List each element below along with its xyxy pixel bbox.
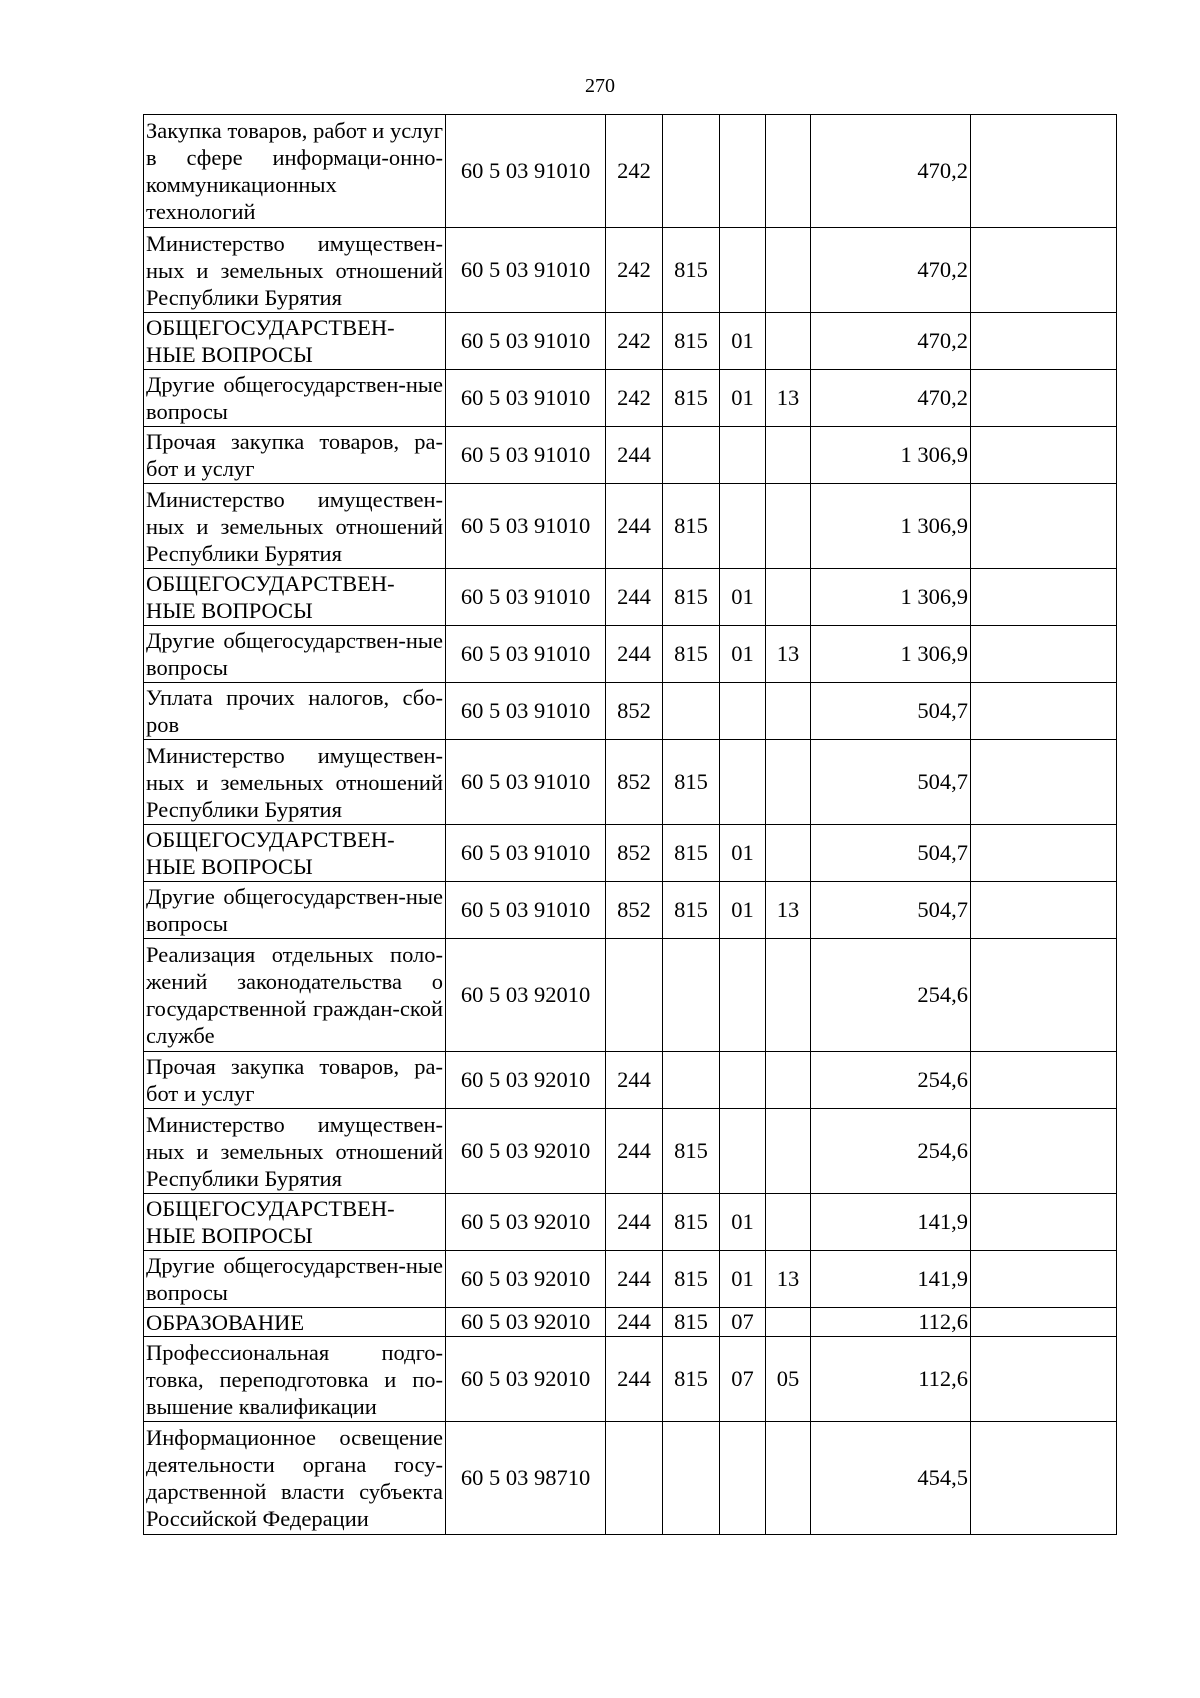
target-article-cell: 60 5 03 92010 [446, 1109, 606, 1194]
section-cell [720, 1422, 766, 1535]
row-name-cell: Министерство имуществен-ных и земельных отношений Республики Бурятия [144, 1109, 446, 1194]
table-row [144, 1109, 1117, 1194]
target-article-cell: 60 5 03 92010 [446, 1251, 606, 1308]
section-cell: 01 [720, 882, 766, 939]
ministry-code-cell [663, 939, 720, 1052]
subsection-cell [766, 740, 811, 825]
ministry-code-cell: 815 [663, 740, 720, 825]
expense-type-cell: 242 [606, 370, 663, 427]
target-article-cell: 60 5 03 91010 [446, 115, 606, 228]
table-row [144, 228, 1117, 313]
section-cell: 07 [720, 1337, 766, 1422]
empty-cell [971, 313, 1117, 370]
row-name-cell: Уплата прочих налогов, сбо-ров [144, 683, 446, 740]
empty-cell [971, 1308, 1117, 1337]
target-article-cell: 60 5 03 91010 [446, 569, 606, 626]
table-body [144, 115, 1117, 1535]
row-name-cell: ОБЩЕГОСУДАРСТВЕН-НЫЕ ВОПРОСЫ [144, 569, 446, 626]
expense-type-cell: 242 [606, 313, 663, 370]
row-name-cell: Министерство имуществен-ных и земельных отношений Республики Бурятия [144, 228, 446, 313]
target-article-cell: 60 5 03 91010 [446, 313, 606, 370]
empty-cell [971, 228, 1117, 313]
empty-cell [971, 484, 1117, 569]
ministry-code-cell: 815 [663, 228, 720, 313]
target-article-cell: 60 5 03 91010 [446, 882, 606, 939]
amount-cell: 141,9 [811, 1194, 971, 1251]
section-cell [720, 484, 766, 569]
section-cell [720, 1052, 766, 1109]
table-row [144, 484, 1117, 569]
subsection-cell [766, 1308, 811, 1337]
expense-type-cell [606, 939, 663, 1052]
ministry-code-cell: 815 [663, 484, 720, 569]
target-article-cell: 60 5 03 92010 [446, 1308, 606, 1337]
subsection-cell [766, 683, 811, 740]
subsection-cell [766, 569, 811, 626]
amount-cell: 1 306,9 [811, 484, 971, 569]
expense-type-cell: 244 [606, 1194, 663, 1251]
amount-cell: 454,5 [811, 1422, 971, 1535]
section-cell [720, 115, 766, 228]
section-cell [720, 740, 766, 825]
target-article-cell: 60 5 03 98710 [446, 1422, 606, 1535]
row-name-cell: Министерство имуществен-ных и земельных отношений Республики Бурятия [144, 740, 446, 825]
amount-cell: 254,6 [811, 939, 971, 1052]
ministry-code-cell [663, 1422, 720, 1535]
row-name-cell: Прочая закупка товаров, ра-бот и услуг [144, 1052, 446, 1109]
expense-type-cell: 852 [606, 825, 663, 882]
section-cell: 01 [720, 1194, 766, 1251]
amount-cell: 470,2 [811, 115, 971, 228]
target-article-cell: 60 5 03 91010 [446, 626, 606, 683]
expense-type-cell: 242 [606, 228, 663, 313]
table-row [144, 1251, 1117, 1308]
row-name-cell: Другие общегосударствен-ные вопросы [144, 882, 446, 939]
section-cell: 01 [720, 825, 766, 882]
empty-cell [971, 569, 1117, 626]
page-number: 270 [585, 75, 615, 97]
target-article-cell: 60 5 03 91010 [446, 484, 606, 569]
target-article-cell: 60 5 03 92010 [446, 1337, 606, 1422]
table-row [144, 882, 1117, 939]
subsection-cell [766, 1109, 811, 1194]
empty-cell [971, 683, 1117, 740]
amount-cell: 504,7 [811, 882, 971, 939]
expense-type-cell: 244 [606, 1337, 663, 1422]
ministry-code-cell [663, 115, 720, 228]
section-cell: 01 [720, 626, 766, 683]
subsection-cell [766, 484, 811, 569]
expense-type-cell [606, 1422, 663, 1535]
table-row [144, 1308, 1117, 1337]
subsection-cell [766, 1422, 811, 1535]
ministry-code-cell: 815 [663, 626, 720, 683]
amount-cell: 504,7 [811, 825, 971, 882]
section-cell: 01 [720, 313, 766, 370]
table-row [144, 1194, 1117, 1251]
row-name-cell: Реализация отдельных поло-жений законодательства о государственной граждан-ской службе [144, 939, 446, 1052]
expense-type-cell: 242 [606, 115, 663, 228]
expense-type-cell: 244 [606, 1052, 663, 1109]
ministry-code-cell: 815 [663, 825, 720, 882]
amount-cell: 470,2 [811, 313, 971, 370]
amount-cell: 470,2 [811, 228, 971, 313]
subsection-cell [766, 115, 811, 228]
amount-cell: 112,6 [811, 1308, 971, 1337]
subsection-cell: 13 [766, 626, 811, 683]
subsection-cell [766, 939, 811, 1052]
expense-type-cell: 852 [606, 882, 663, 939]
target-article-cell: 60 5 03 91010 [446, 370, 606, 427]
row-name-cell: Профессиональная подго-товка, переподготовка и по-вышение квалификации [144, 1337, 446, 1422]
empty-cell [971, 427, 1117, 484]
table-row [144, 740, 1117, 825]
amount-cell: 254,6 [811, 1052, 971, 1109]
subsection-cell: 13 [766, 1251, 811, 1308]
table-row [144, 370, 1117, 427]
target-article-cell: 60 5 03 92010 [446, 939, 606, 1052]
ministry-code-cell: 815 [663, 1337, 720, 1422]
section-cell [720, 1109, 766, 1194]
table-row [144, 683, 1117, 740]
empty-cell [971, 882, 1117, 939]
expense-type-cell: 244 [606, 427, 663, 484]
row-name-cell: ОБЩЕГОСУДАРСТВЕН-НЫЕ ВОПРОСЫ [144, 1194, 446, 1251]
row-name-cell: Другие общегосударствен-ные вопросы [144, 626, 446, 683]
row-name-cell: Другие общегосударствен-ные вопросы [144, 1251, 446, 1308]
section-cell [720, 228, 766, 313]
section-cell: 01 [720, 569, 766, 626]
table-row [144, 825, 1117, 882]
target-article-cell: 60 5 03 92010 [446, 1194, 606, 1251]
subsection-cell [766, 825, 811, 882]
section-cell [720, 939, 766, 1052]
ministry-code-cell: 815 [663, 370, 720, 427]
ministry-code-cell: 815 [663, 569, 720, 626]
subsection-cell [766, 313, 811, 370]
amount-cell: 141,9 [811, 1251, 971, 1308]
budget-table [143, 114, 1117, 1535]
row-name-cell: ОБРАЗОВАНИЕ [144, 1308, 446, 1337]
table-row [144, 569, 1117, 626]
subsection-cell: 05 [766, 1337, 811, 1422]
section-cell: 01 [720, 1251, 766, 1308]
table-row [144, 1052, 1117, 1109]
empty-cell [971, 1194, 1117, 1251]
subsection-cell: 13 [766, 370, 811, 427]
target-article-cell: 60 5 03 91010 [446, 825, 606, 882]
table-row [144, 427, 1117, 484]
ministry-code-cell: 815 [663, 1251, 720, 1308]
section-cell: 01 [720, 370, 766, 427]
expense-type-cell: 244 [606, 484, 663, 569]
table-row [144, 626, 1117, 683]
expense-type-cell: 244 [606, 626, 663, 683]
table-row [144, 115, 1117, 228]
target-article-cell: 60 5 03 91010 [446, 228, 606, 313]
subsection-cell [766, 228, 811, 313]
amount-cell: 1 306,9 [811, 427, 971, 484]
empty-cell [971, 740, 1117, 825]
amount-cell: 1 306,9 [811, 626, 971, 683]
ministry-code-cell: 815 [663, 1308, 720, 1337]
row-name-cell: Информационное освещение деятельности органа госу-дарственной власти субъекта Российской Федерации [144, 1422, 446, 1535]
amount-cell: 504,7 [811, 683, 971, 740]
ministry-code-cell: 815 [663, 882, 720, 939]
empty-cell [971, 1337, 1117, 1422]
section-cell [720, 683, 766, 740]
amount-cell: 470,2 [811, 370, 971, 427]
row-name-cell: Другие общегосударствен-ные вопросы [144, 370, 446, 427]
expense-type-cell: 244 [606, 1308, 663, 1337]
subsection-cell [766, 1194, 811, 1251]
table-row [144, 313, 1117, 370]
ministry-code-cell [663, 683, 720, 740]
row-name-cell: ОБЩЕГОСУДАРСТВЕН-НЫЕ ВОПРОСЫ [144, 825, 446, 882]
ministry-code-cell [663, 1052, 720, 1109]
amount-cell: 112,6 [811, 1337, 971, 1422]
amount-cell: 504,7 [811, 740, 971, 825]
table-row [144, 939, 1117, 1052]
table-row [144, 1337, 1117, 1422]
row-name-cell: Министерство имуществен-ных и земельных отношений Республики Бурятия [144, 484, 446, 569]
ministry-code-cell: 815 [663, 1109, 720, 1194]
ministry-code-cell: 815 [663, 313, 720, 370]
expense-type-cell: 244 [606, 1251, 663, 1308]
empty-cell [971, 370, 1117, 427]
subsection-cell: 13 [766, 882, 811, 939]
ministry-code-cell [663, 427, 720, 484]
empty-cell [971, 939, 1117, 1052]
target-article-cell: 60 5 03 92010 [446, 1052, 606, 1109]
section-cell: 07 [720, 1308, 766, 1337]
target-article-cell: 60 5 03 91010 [446, 740, 606, 825]
expense-type-cell: 852 [606, 683, 663, 740]
expense-type-cell: 244 [606, 1109, 663, 1194]
expense-type-cell: 244 [606, 569, 663, 626]
empty-cell [971, 1109, 1117, 1194]
empty-cell [971, 1251, 1117, 1308]
row-name-cell: ОБЩЕГОСУДАРСТВЕН-НЫЕ ВОПРОСЫ [144, 313, 446, 370]
empty-cell [971, 626, 1117, 683]
subsection-cell [766, 1052, 811, 1109]
empty-cell [971, 1052, 1117, 1109]
empty-cell [971, 115, 1117, 228]
amount-cell: 254,6 [811, 1109, 971, 1194]
target-article-cell: 60 5 03 91010 [446, 683, 606, 740]
empty-cell [971, 825, 1117, 882]
row-name-cell: Прочая закупка товаров, ра-бот и услуг [144, 427, 446, 484]
target-article-cell: 60 5 03 91010 [446, 427, 606, 484]
subsection-cell [766, 427, 811, 484]
table-row [144, 1422, 1117, 1535]
expense-type-cell: 852 [606, 740, 663, 825]
amount-cell: 1 306,9 [811, 569, 971, 626]
row-name-cell: Закупка товаров, работ и услуг в сфере информаци-онно-коммуникационных технологий [144, 115, 446, 228]
empty-cell [971, 1422, 1117, 1535]
section-cell [720, 427, 766, 484]
ministry-code-cell: 815 [663, 1194, 720, 1251]
